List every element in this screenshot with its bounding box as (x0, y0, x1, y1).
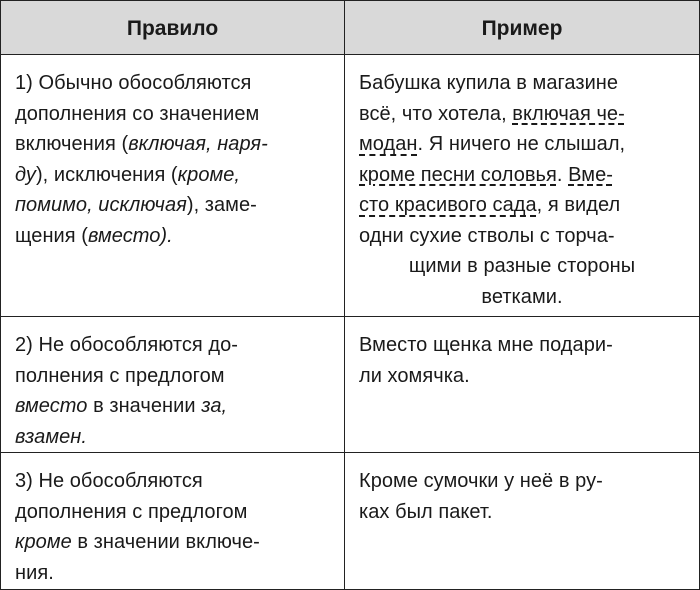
rule-text-line (15, 422, 344, 453)
rule-italic-text: за, (201, 395, 228, 417)
example-text-line (359, 190, 685, 221)
rule-text-line: ния. (15, 561, 54, 584)
header-rule-label: Правило (126, 16, 219, 40)
rule-text-line: дополнения с предлогом (15, 500, 248, 523)
underlined-object: включая че- (512, 102, 625, 125)
example-text: . Я ничего не слышал, (417, 133, 626, 155)
table-row-2 (1, 317, 700, 453)
example-text-line (359, 160, 685, 191)
rule-italic-text: помимо, исключая (15, 194, 187, 216)
header-example-label: Пример (481, 16, 563, 40)
example-text-line: щими в разные стороны (408, 255, 636, 277)
rule-italic-text: взамен. (15, 425, 87, 448)
example-text-line: Кроме сумочки у неё в ру- (359, 470, 603, 492)
table-row-3 (1, 453, 700, 590)
example-cell-2 (345, 317, 700, 453)
rule-text-line (15, 160, 344, 191)
rule-cell-1 (1, 55, 345, 317)
rule-italic-text: вместо (15, 395, 88, 417)
rule-text-line: 1) Обычно обособляются (15, 72, 252, 94)
underlined-object: кроме песни соловья (359, 163, 557, 186)
rule-text: ), заме- (186, 194, 257, 216)
example-text-line: Вместо щенка мне подари- (359, 334, 613, 356)
rule-text: ), исключения ( (35, 163, 178, 186)
example-text: , я видел (536, 194, 621, 216)
rule-text-line: дополнения со значением (15, 102, 260, 125)
example-text-line: одни сухие стволы с торча- (359, 224, 615, 247)
header-rule (1, 1, 345, 55)
example-cell-1 (345, 55, 700, 317)
rule-text: щения ( (15, 224, 88, 247)
rule-text-line (15, 129, 344, 160)
example-text-line (359, 99, 685, 130)
rule-text-line (15, 527, 344, 558)
header-row (1, 1, 700, 55)
rule-text-line (15, 190, 344, 221)
underlined-object: сто красивого сада (359, 194, 537, 216)
rule-cell-3 (1, 453, 345, 590)
rule-text-line: 2) Не обособляются до- (15, 334, 239, 356)
underlined-object: Вме- (568, 163, 613, 186)
rule-text: в значении включе- (71, 531, 260, 553)
underlined-object: модан (359, 133, 418, 155)
rule-italic-text: включая, наря- (128, 133, 268, 155)
example-text-line: ветками. (481, 285, 563, 308)
rule-text-line (15, 221, 344, 252)
rule-text-line: 3) Не обособляются (15, 470, 203, 492)
example-text-line: Бабушка купила в магазине (359, 72, 619, 94)
example-text-line: ках был пакет. (359, 500, 493, 523)
example-text: . (556, 163, 569, 186)
rule-text: в значении (87, 395, 202, 417)
rule-italic-text: вместо). (87, 224, 173, 247)
rule-italic-text: ду (15, 163, 36, 186)
rule-text-line: полнения с предлогом (15, 364, 225, 387)
example-text-line (359, 129, 685, 160)
example-text-line: ли хомячка. (359, 364, 470, 387)
rule-text: включения ( (15, 133, 129, 155)
rule-text-line (15, 391, 344, 422)
rule-italic-text: кроме (15, 531, 72, 553)
header-example (345, 1, 700, 55)
table-row-1 (1, 55, 700, 317)
rule-cell-2 (1, 317, 345, 453)
example-cell-3 (345, 453, 700, 590)
rule-italic-text: кроме, (177, 163, 241, 186)
example-text: всё, что хотела, (359, 102, 513, 125)
